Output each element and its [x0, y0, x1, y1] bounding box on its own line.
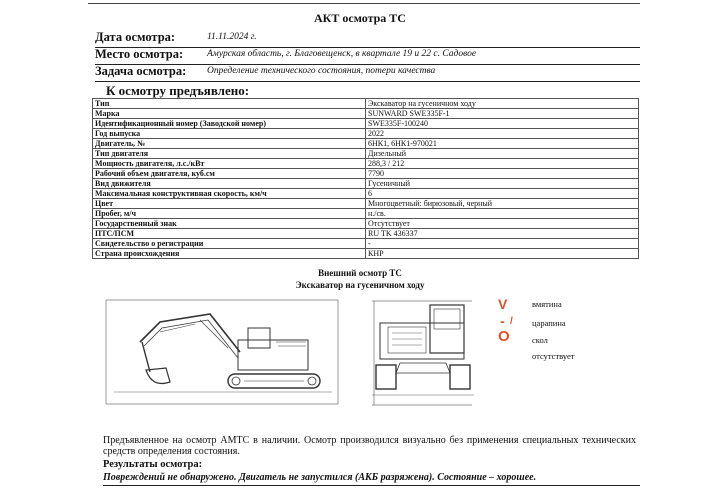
table-row [93, 119, 639, 129]
legend-label-scratch: царапина [532, 318, 566, 328]
spec-value: 6НК1, 6НК1-970021 [366, 139, 639, 149]
spec-value: Многоцветный: бирюзовый, черный [366, 199, 639, 209]
external-inspection-title [0, 267, 720, 291]
table-row [93, 179, 639, 189]
inspection-paragraph: Предъявленное на осмотр АМТС в наличии. Осмотр производился визуально без применения специальных технических средств определения состояния. [103, 435, 636, 457]
spec-value: Гусеничный [366, 179, 639, 189]
spec-key: ПТС/ПСМ [93, 229, 366, 239]
table-row [93, 149, 639, 159]
spec-key: Пробег, м/ч [93, 209, 366, 219]
spec-value: - [366, 239, 639, 249]
field-inspection-task [95, 62, 640, 82]
excavator-side-view [100, 292, 345, 412]
table-row [93, 109, 639, 119]
presented-heading: К осмотру предъявлено: [106, 83, 250, 98]
spec-value: SUNWARD SWE335F-1 [366, 109, 639, 119]
legend-label-dent: вмятина [532, 299, 562, 309]
results-text: Повреждений не обнаружено. Двигатель не запустился (АКБ разряжена). Состояние – хорошее. [103, 472, 537, 483]
legend-mark-dent: V [498, 296, 508, 312]
table-row [93, 229, 639, 239]
legend-label-chip: скол [532, 335, 548, 345]
table-row [93, 239, 639, 249]
spec-value: Отсутствует [366, 219, 639, 229]
field-value: Определение технического состояния, потери качества [207, 66, 436, 76]
field-label: Дата осмотра: [95, 30, 176, 44]
spec-value: 6 [366, 189, 639, 199]
spec-value: н./св. [366, 209, 639, 219]
spec-table [92, 98, 639, 259]
spec-key: Свидетельство о регистрации [93, 239, 366, 249]
spec-key: Тип [93, 99, 366, 109]
results-underline [103, 485, 640, 486]
external-subtitle: Экскаватор на гусеничном ходу [295, 280, 425, 290]
results-label: Результаты осмотра: [103, 459, 203, 470]
spec-key: Год выпуска [93, 129, 366, 139]
field-value: 11.11.2024 г. [207, 32, 257, 42]
legend-mark-scratch: - [500, 313, 505, 329]
table-row [93, 129, 639, 139]
spec-key: Мощность двигателя, л.с./кВт [93, 159, 366, 169]
table-row [93, 99, 639, 109]
legend-label-missing: отсутствует [532, 351, 575, 361]
spec-key: Страна происхождения [93, 249, 366, 259]
spec-key: Рабочий объем двигателя, куб.см [93, 169, 366, 179]
legend-mark-missing: O [498, 328, 510, 345]
spec-value: Экскаватор на гусеничном ходу [366, 99, 639, 109]
table-row [93, 249, 639, 259]
document-title: АКТ осмотра ТС [314, 11, 406, 25]
legend-mark-chip: / [510, 316, 513, 327]
spec-key: Идентификационный номер (Заводской номер) [93, 119, 366, 129]
spec-key: Двигатель, № [93, 139, 366, 149]
spec-key: Государственный знак [93, 219, 366, 229]
spec-value: КНР [366, 249, 639, 259]
spec-value: 7790 [366, 169, 639, 179]
table-row [93, 209, 639, 219]
spec-key: Вид движителя [93, 179, 366, 189]
field-value: Амурская область, г. Благовещенск, в квартале 19 и 22 с. Садовое [207, 49, 477, 59]
table-row [93, 219, 639, 229]
spec-value: 2022 [366, 129, 639, 139]
table-row [93, 189, 639, 199]
excavator-rear-view [368, 293, 478, 413]
spec-key: Максимальная конструктивная скорость, км/ч [93, 189, 366, 199]
spec-value: Дизельный [366, 149, 639, 159]
table-row [93, 199, 639, 209]
top-rule [88, 3, 640, 4]
field-label: Место осмотра: [95, 47, 184, 61]
table-row [93, 139, 639, 149]
spec-value: 288,3 / 212 [366, 159, 639, 169]
spec-value: SWE335F-100240 [366, 119, 639, 129]
table-row [93, 159, 639, 169]
field-label: Задача осмотра: [95, 64, 187, 78]
spec-value: RU TK 436337 [366, 229, 639, 239]
spec-key: Цвет [93, 199, 366, 209]
spec-key: Марка [93, 109, 366, 119]
table-row [93, 169, 639, 179]
spec-key: Тип двигателя [93, 149, 366, 159]
external-title: Внешний осмотр ТС [318, 268, 402, 278]
